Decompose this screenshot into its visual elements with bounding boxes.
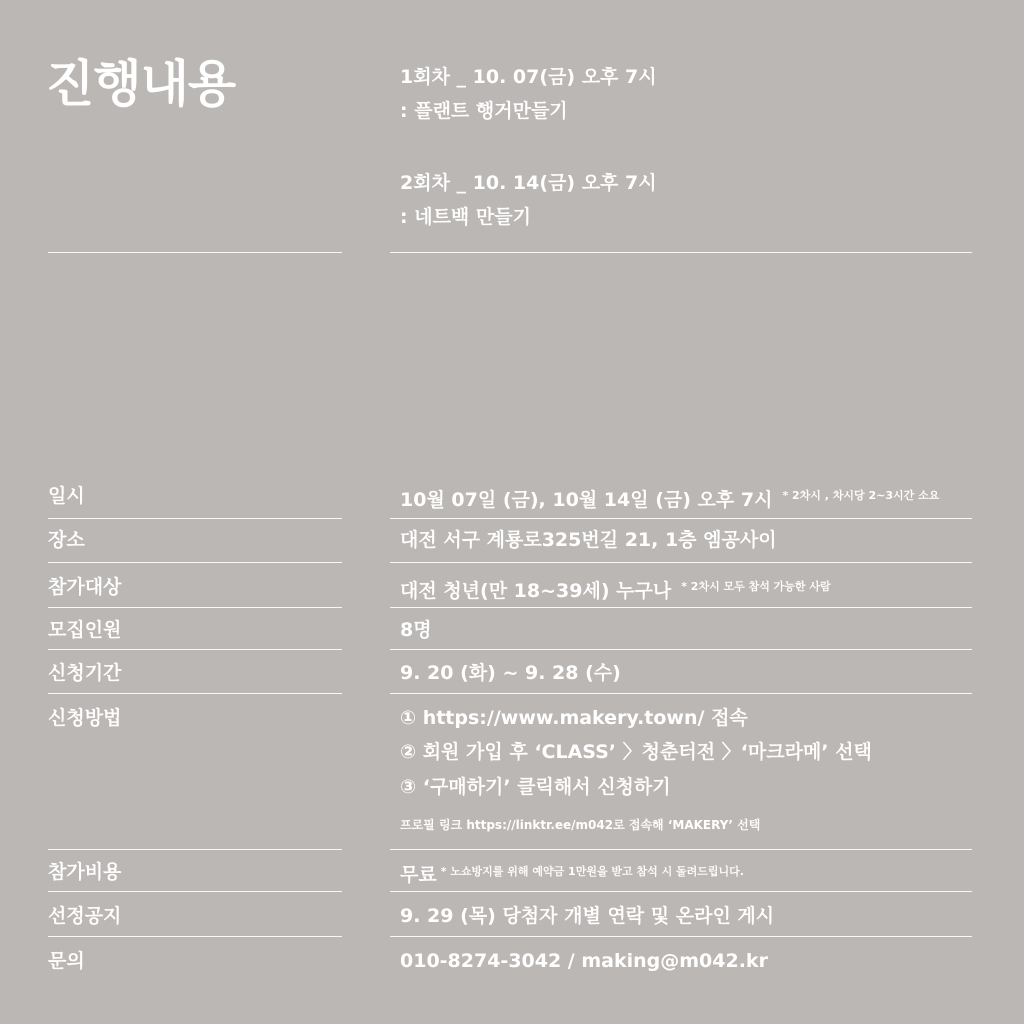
- divider: [390, 693, 972, 694]
- session-2-title: 2회차 _ 10. 14(금) 오후 7시: [400, 172, 657, 194]
- row-label-target: 참가대상: [48, 576, 122, 598]
- page-title: 진행내용: [46, 55, 236, 113]
- row-value-cost: [400, 860, 744, 887]
- session-2-desc: : 네트백 만들기: [400, 206, 531, 228]
- row-value-period: 9. 20 (화) ~ 9. 28 (수): [400, 662, 621, 684]
- divider: [390, 562, 972, 563]
- row-value-notice: 9. 29 (목) 당첨자 개별 연락 및 온라인 게시: [400, 905, 775, 927]
- divider: [48, 518, 342, 519]
- divider: [390, 936, 972, 937]
- row-label-method: 신청방법: [48, 707, 122, 729]
- divider: [48, 649, 342, 650]
- row-value-target: [400, 575, 831, 603]
- date-value: 10월 07일 (금), 10월 14일 (금) 오후 7시: [400, 489, 773, 511]
- divider: [390, 649, 972, 650]
- method-step-2: ② 회원 가입 후 ‘CLASS’ 〉청춘터전 〉‘마크라메’ 선택: [400, 741, 872, 763]
- divider: [48, 849, 342, 850]
- session-1-title: 1회차 _ 10. 07(금) 오후 7시: [400, 66, 657, 88]
- method-step-1: ① https://www.makery.town/ 접속: [400, 707, 748, 729]
- divider: [48, 891, 342, 892]
- row-label-period: 신청기간: [48, 662, 122, 684]
- row-label-place: 장소: [48, 529, 85, 551]
- divider: [390, 607, 972, 608]
- divider: [390, 891, 972, 892]
- row-value-recruit: 8명: [400, 619, 432, 641]
- row-label-recruit: 모집인원: [48, 619, 122, 641]
- method-profile-note: 프로필 링크 https://linktr.ee/m042로 접속해 ‘MAKERY’ 선택: [400, 818, 761, 832]
- divider: [390, 518, 972, 519]
- target-note: * 2차시 모두 참석 가능한 사람: [681, 580, 831, 593]
- row-label-contact: 문의: [48, 950, 85, 972]
- row-value-place: 대전 서구 계룡로325번길 21, 1층 엠공사이: [400, 529, 777, 551]
- divider: [48, 607, 342, 608]
- row-label-cost: 참가비용: [48, 861, 122, 883]
- divider: [390, 252, 972, 253]
- row-value-contact: 010-8274-3042 / making@m042.kr: [400, 950, 768, 972]
- divider: [48, 693, 342, 694]
- divider: [48, 252, 342, 253]
- row-label-notice: 선정공지: [48, 905, 122, 927]
- target-value: 대전 청년(만 18~39세) 누구나: [400, 580, 672, 602]
- row-value-date: [400, 484, 939, 512]
- divider: [48, 936, 342, 937]
- method-step-3: ③ ‘구매하기’ 클릭해서 신청하기: [400, 776, 671, 798]
- cost-value: 무료: [400, 864, 437, 886]
- divider: [390, 849, 972, 850]
- cost-note: * 노쇼방지를 위해 예약금 1만원을 받고 참석 시 돌려드립니다.: [440, 865, 744, 878]
- date-note: * 2차시 , 차시당 2~3시간 소요: [782, 489, 940, 502]
- session-1-desc: : 플랜트 행거만들기: [400, 100, 568, 122]
- divider: [48, 562, 342, 563]
- row-label-date: 일시: [48, 485, 85, 507]
